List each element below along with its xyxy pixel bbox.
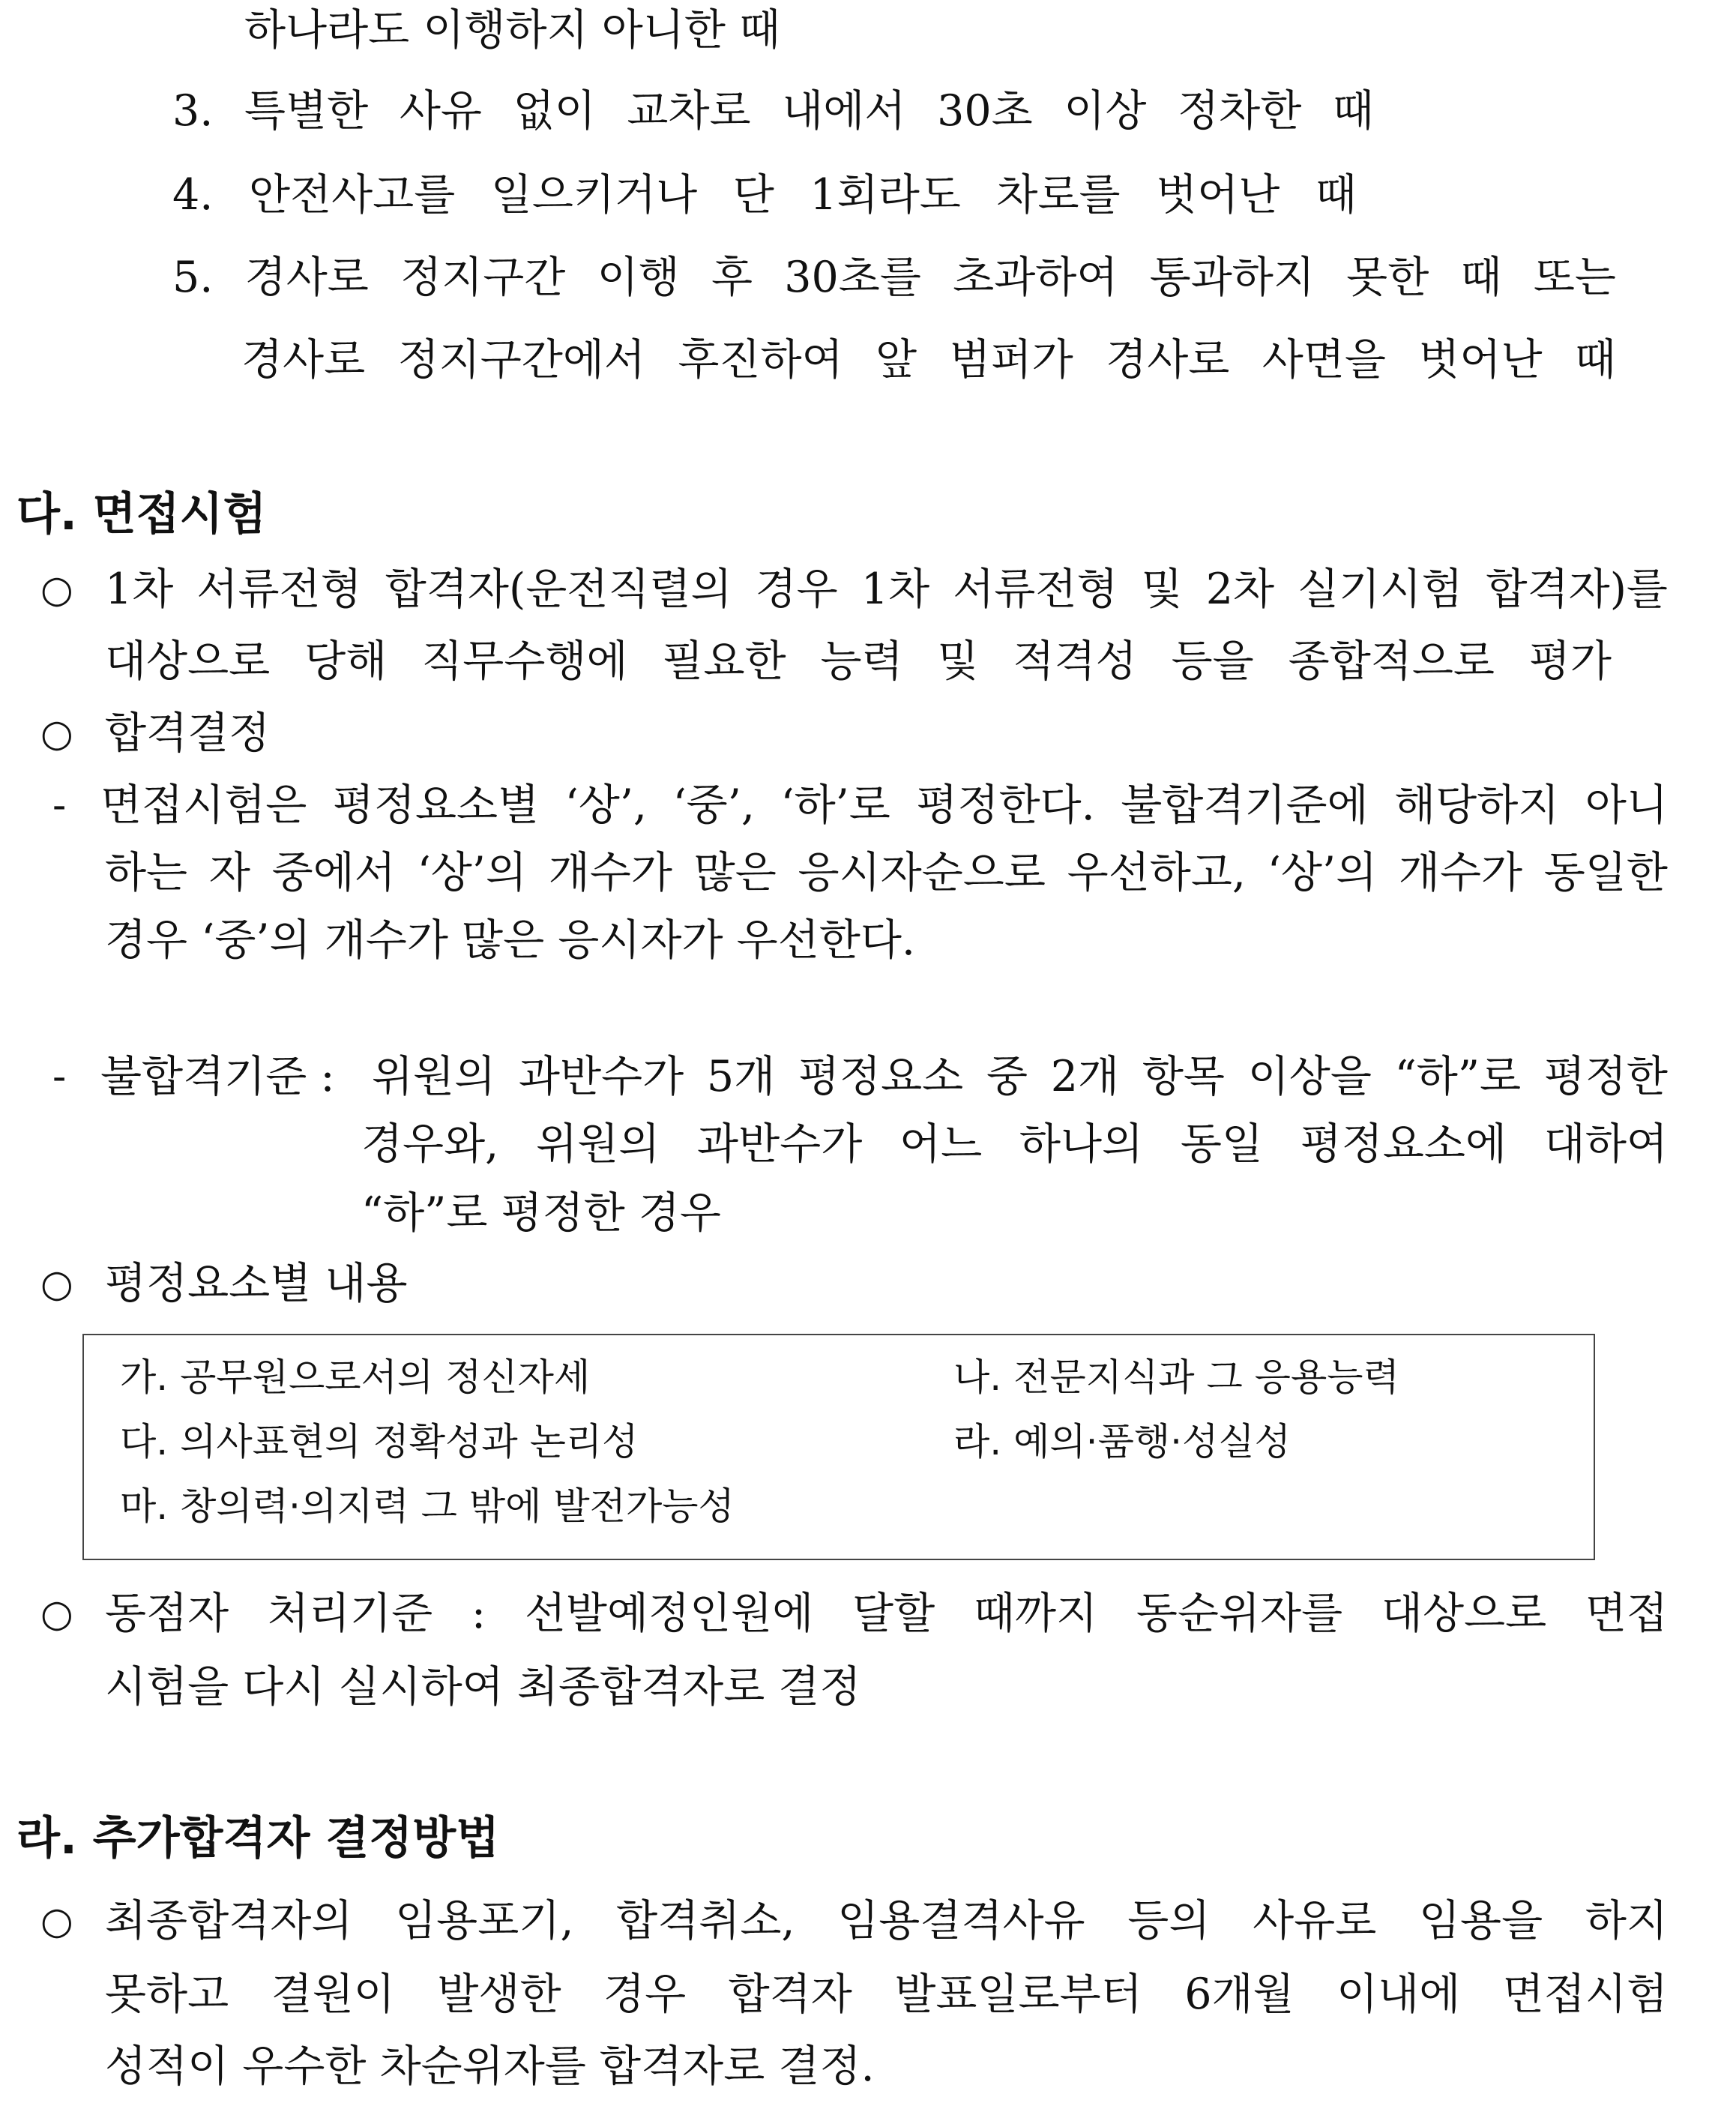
criteria-item-a: 가. 공무원으로서의 정신자세 [120, 1356, 591, 1399]
dash-bullet-icon: - [52, 781, 67, 828]
fail-criteria-line1: 위원의 과반수가 5개 평정요소 중 2개 항목 이상을 “하”로 평정한 [372, 1052, 1668, 1101]
criteria-item-e: 마. 창의력·의지력 그 밖에 발전가능성 [120, 1484, 735, 1528]
additional-line3: 성적이 우수한 차순위자를 합격자로 결정. [105, 2042, 875, 2091]
criteria-item-c: 다. 의사표현의 정확성과 논리성 [120, 1420, 639, 1463]
criteria-item-d: 라. 예의·품행·성실성 [953, 1420, 1291, 1463]
additional-line1: 최종합격자의 임용포기, 합격취소, 임용결격사유 등의 사유로 임용을 하지 [105, 1896, 1668, 1946]
pass-rule-line1: 면접시험은 평정요소별 ‘상’, ‘중’, ‘하’로 평정한다. 불합격기준에 해당하지 아니 [100, 780, 1668, 830]
section-heading-additional: 라. 추가합격자 결정방법 [16, 1812, 500, 1865]
list-item-5-line2: 경사로 정지구간에서 후진하여 앞 범퍼가 경사로 사면을 벗어난 때 [241, 335, 1616, 385]
tie-rule-line1: 동점자 처리기준 : 선발예정인원에 달할 때까지 동순위자를 대상으로 면접 [105, 1589, 1668, 1638]
fail-criteria-label: 불합격기준 : [100, 1052, 335, 1101]
list-item-5-line1: 5. 경사로 정지구간 이행 후 30초를 초과하여 통과하지 못한 때 또는 [172, 253, 1616, 302]
additional-line2: 못하고 결원이 발생한 경우 합격자 발표일로부터 6개월 이내에 면접시험 [105, 1970, 1668, 2019]
pass-decision-title: 합격결정 [105, 708, 271, 758]
fail-criteria-line2: 경우와, 위원의 과반수가 어느 하나의 동일 평정요소에 대하여 [361, 1119, 1668, 1169]
pass-rule-line2: 하는 자 중에서 ‘상’의 개수가 많은 응시자순으로 우선하고, ‘상’의 개수가 동일한 [105, 848, 1668, 897]
interview-desc-line1: 1차 서류전형 합격자(운전직렬의 경우 1차 서류전형 및 2차 실기시험 합격자)를 [105, 565, 1668, 614]
circle-bullet-icon: ○ [40, 1262, 73, 1305]
circle-bullet-icon: ○ [40, 568, 73, 611]
list-item-4: 4. 안전사고를 일으키거나 단 1회라도 차로를 벗어난 때 [172, 170, 1357, 220]
criteria-content-title: 평정요소별 내용 [105, 1259, 408, 1308]
circle-bullet-icon: ○ [40, 1592, 73, 1635]
circle-bullet-icon: ○ [40, 1899, 73, 1943]
fail-criteria-line3: “하”로 평정한 경우 [361, 1188, 721, 1238]
interview-desc-line2: 대상으로 당해 직무수행에 필요한 능력 및 적격성 등을 종합적으로 평가 [105, 637, 1612, 686]
criteria-item-b: 나. 전문지식과 그 응용능력 [953, 1356, 1399, 1399]
criteria-box [82, 1334, 1595, 1560]
tie-rule-line2: 시험을 다시 실시하여 최종합격자로 결정 [105, 1662, 861, 1712]
list-continuation-line: 하나라도 이행하지 아니한 때 [244, 5, 781, 55]
dash-bullet-icon: - [52, 1053, 67, 1100]
list-item-3: 3. 특별한 사유 없이 교차로 내에서 30초 이상 정차한 때 [172, 86, 1374, 136]
circle-bullet-icon: ○ [40, 711, 73, 755]
pass-rule-line3: 경우 ‘중’의 개수가 많은 응시자가 우선한다. [105, 915, 916, 965]
section-heading-interview: 다. 면접시험 [16, 488, 267, 541]
